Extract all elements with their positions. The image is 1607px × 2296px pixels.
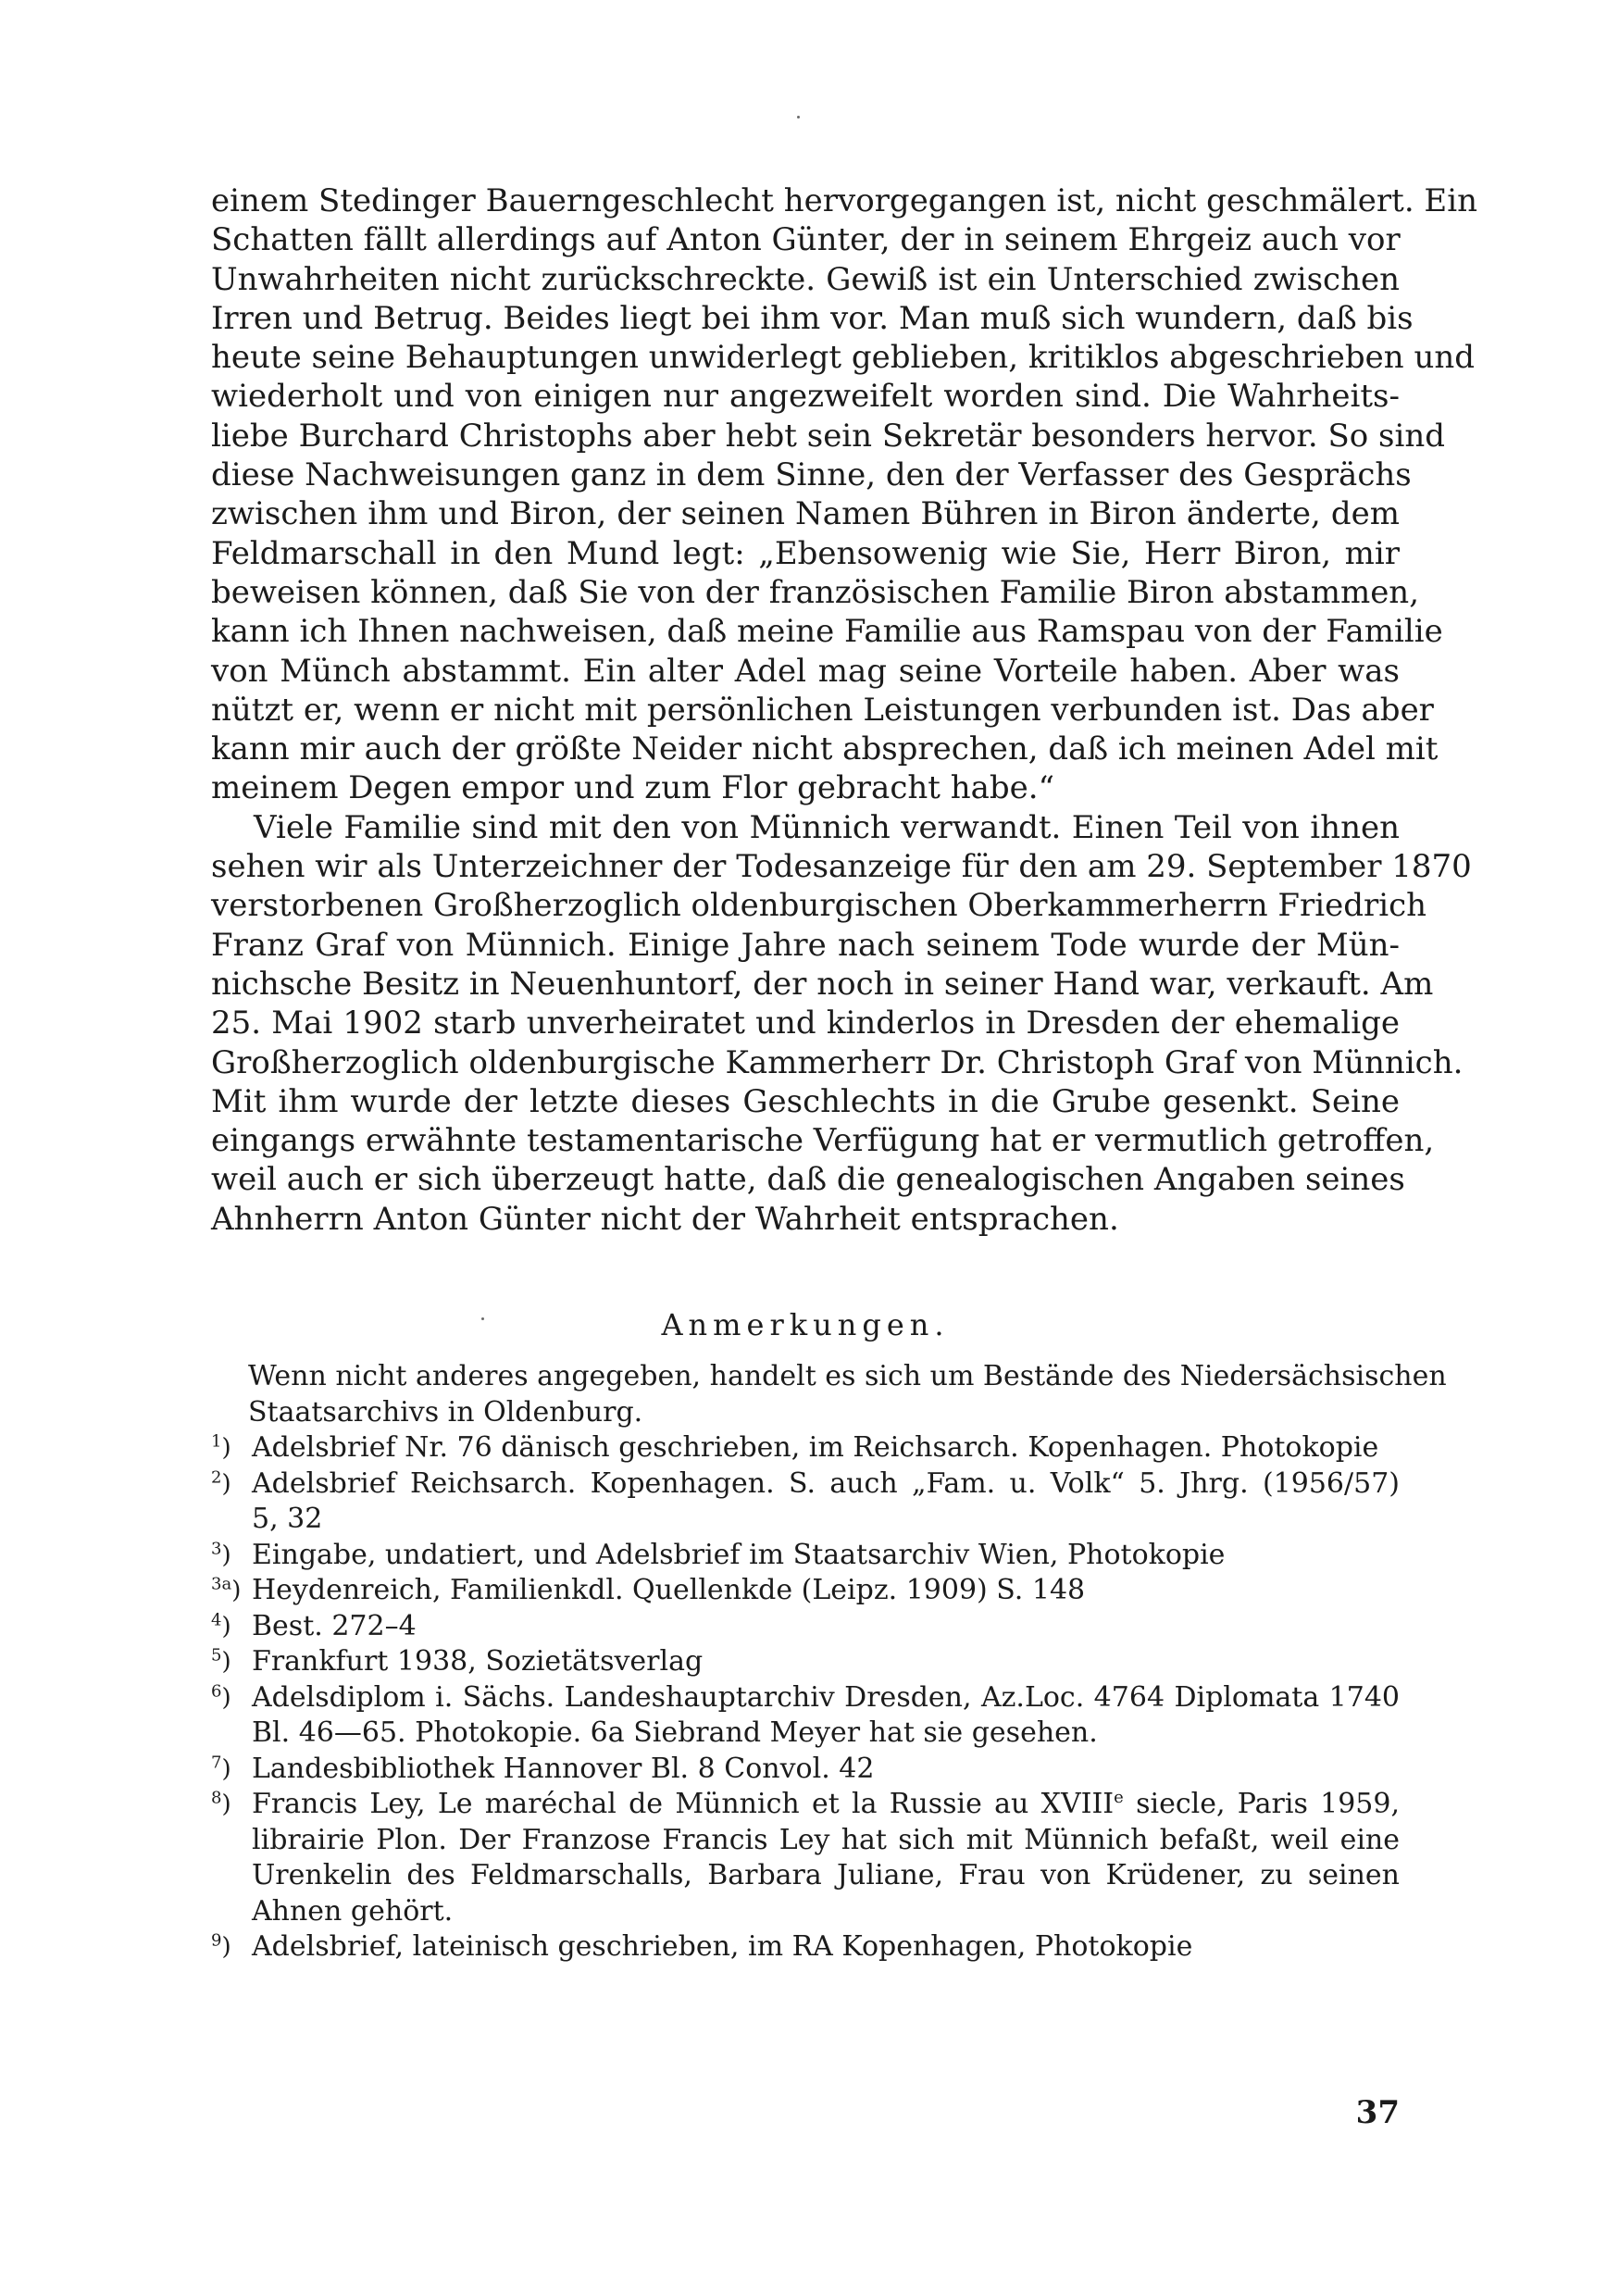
body-line: verstorbenen Großherzoglich oldenburgischen Oberkammerherrn Friedrich: [211, 887, 1427, 925]
footnote-line: Adelsdiplom i. Sächs. Landeshauptarchiv Dresden, Az.Loc. 4764 Diplomata 1740: [252, 1680, 1400, 1714]
footnote-marker: $^8$): [211, 1788, 231, 1818]
footnote-marker: $^6$): [211, 1680, 231, 1712]
footnote-line-text: Francis Ley, Le maréchal de Münnich et la Russie au XVIII: [252, 1788, 1115, 1820]
body-line: von Münch abstammt. Ein alter Adel mag seine Vorteile haben. Aber was: [211, 652, 1400, 690]
footnote-number: 2: [211, 1466, 222, 1487]
footnote: [211, 1609, 1400, 1645]
notes-intro-line: Staatsarchivs in Oldenburg.: [248, 1395, 643, 1429]
footnote-marker: $^{3a}$): [211, 1574, 242, 1604]
footnote-line: Best. 272–4: [252, 1609, 417, 1642]
footnote-marker: $^5$): [211, 1645, 231, 1676]
footnote: [211, 1573, 1400, 1609]
body-line: Franz Graf von Münnich. Einige Jahre nach seinem Tode wurde der Mün-: [211, 926, 1400, 964]
footnote-marker: $^3$): [211, 1538, 231, 1569]
body-line: Ahnherrn Anton Günter nicht der Wahrheit entsprachen.: [211, 1200, 1119, 1238]
footnote-line: Frankfurt 1938, Sozietätsverlag: [252, 1645, 704, 1678]
footnote: [211, 1538, 1400, 1574]
footnote: [211, 1752, 1400, 1788]
footnote: [211, 1466, 1400, 1538]
footnote: [211, 1430, 1400, 1466]
body-line: weil auch er sich überzeugt hatte, daß die genealogischen Angaben seines: [211, 1161, 1405, 1199]
body-line: 25. Mai 1902 starb unverheiratet und kinderlos in Dresden der ehemalige: [211, 1004, 1400, 1042]
body-line: Viele Familie sind mit den von Münnich verwandt. Einen Teil von ihnen: [254, 808, 1400, 846]
body-line: nichsche Besitz in Neuenhuntorf, der noch in seiner Hand war, verkauft. Am: [211, 965, 1434, 1003]
body-line: liebe Burchard Christophs aber hebt sein Sekretär besonders hervor. So sind: [211, 417, 1446, 455]
notes-heading: Anmerkungen.: [661, 1307, 950, 1342]
notes-intro-line: Wenn nicht anderes angegeben, handelt es sich um Bestände des Niedersächsischen: [248, 1360, 1447, 1392]
footnote-number: 7: [211, 1752, 222, 1772]
footnote-marker: $^2$): [211, 1466, 231, 1498]
body-line: wiederholt und von einigen nur angezweifelt worden sind. Die Wahrheits-: [211, 378, 1400, 416]
footnote-line: librairie Plon. Der Franzose Francis Ley hat sich mit Münnich befaßt, weil eine: [252, 1823, 1400, 1856]
body-line: Irren und Betrug. Beides liegt bei ihm vor. Man muß sich wundern, daß bis: [211, 299, 1414, 337]
body-line: sehen wir als Unterzeichner der Todesanzeige für den am 29. September 1870: [211, 848, 1472, 886]
footnote-line: Urenkelin des Feldmarschalls, Barbara Juliane, Frau von Krüdener, zu seinen: [252, 1859, 1400, 1891]
body-line: eingangs erwähnte testamentarische Verfügung hat er vermutlich getroffen,: [211, 1122, 1435, 1160]
body-line: Großherzoglich oldenburgische Kammerherr Dr. Christoph Graf von Münnich.: [211, 1043, 1464, 1081]
page-number: 37: [1355, 2094, 1400, 2131]
body-line: Schatten fällt allerdings auf Anton Günter, der in seinem Ehrgeiz auch vor: [211, 221, 1401, 259]
footnote-number: 4: [211, 1609, 222, 1629]
footnote-line: Landesbibliothek Hannover Bl. 8 Convol. 42: [252, 1752, 875, 1785]
footnote-line: [252, 1787, 1400, 1823]
footnote-number: 6: [211, 1680, 222, 1701]
footnote: [211, 1929, 1400, 1965]
body-line: kann ich Ihnen nachweisen, daß meine Familie aus Ramspau von der Familie: [211, 613, 1443, 651]
body-line: heute seine Behauptungen unwiderlegt geblieben, kritiklos abgeschrieben und: [211, 339, 1475, 377]
body-line: einem Stedinger Bauerngeschlecht hervorgegangen ist, nicht geschmälert. Ein: [211, 182, 1478, 219]
footnote-line: Eingabe, undatiert, und Adelsbrief im Staatsarchiv Wien, Photokopie: [252, 1538, 1226, 1571]
footnote-line-text: siecle, Paris 1959,: [1123, 1788, 1400, 1820]
superscript-e: e: [1114, 1788, 1124, 1807]
footnote-marker: $^9$): [211, 1930, 231, 1961]
footnote-number: 8: [211, 1788, 222, 1808]
footnote-marker: $^4$): [211, 1609, 231, 1641]
footnote-marker: $^7$): [211, 1752, 231, 1783]
footnote-number: 5: [211, 1645, 222, 1666]
body-line: Unwahrheiten nicht zurückschreckte. Gewiß ist ein Unterschied zwischen: [211, 260, 1400, 298]
footnote-line: Adelsbrief Reichsarch. Kopenhagen. S. auch „Fam. u. Volk“ 5. Jhrg. (1956/57): [252, 1466, 1400, 1500]
footnote-line: Adelsbrief Nr. 76 dänisch geschrieben, im Reichsarch. Kopenhagen. Photokopie: [252, 1431, 1379, 1464]
body-line: meinem Degen empor und zum Flor gebracht habe.“: [211, 769, 1054, 807]
body-line: Mit ihm wurde der letzte dieses Geschlechts in die Grube gesenkt. Seine: [211, 1082, 1400, 1120]
body-line: nützt er, wenn er nicht mit persönlichen Leistungen verbunden ist. Das aber: [211, 691, 1434, 729]
footnote-marker: $^1$): [211, 1431, 231, 1462]
body-line: kann mir auch der größte Neider nicht absprechen, daß ich meinen Adel mit: [211, 730, 1439, 768]
body-text: [211, 181, 1478, 1239]
notes-intro: [211, 1359, 1447, 1430]
scan-speck: [797, 116, 800, 119]
footnote-number: 3a: [211, 1574, 232, 1594]
body-line: diese Nachweisungen ganz in dem Sinne, den der Verfasser des Gesprächs: [211, 456, 1412, 494]
body-line: zwischen ihm und Biron, der seinen Namen Bühren in Biron änderte, dem: [211, 495, 1400, 533]
footnote-number: 3: [211, 1538, 222, 1558]
footnote-line: Bl. 46—65. Photokopie. 6a Siebrand Meyer hat sie gesehen.: [252, 1716, 1098, 1749]
footnote: [211, 1787, 1400, 1929]
footnote: [211, 1644, 1400, 1680]
footnote-line: 5, 32: [252, 1503, 323, 1535]
body-line: Feldmarschall in den Mund legt: „Ebensowenig wie Sie, Herr Biron, mir: [211, 534, 1400, 572]
footnote-line: Adelsbrief, lateinisch geschrieben, im RA Kopenhagen, Photokopie: [252, 1930, 1193, 1963]
footnote-number: 1: [211, 1431, 222, 1452]
notes-section: [211, 1359, 1447, 1965]
footnote-number: 9: [211, 1930, 222, 1951]
footnote-line: Heydenreich, Familienkdl. Quellenkde (Leipz. 1909) S. 148: [252, 1574, 1086, 1606]
footnote: [211, 1680, 1400, 1752]
body-line: beweisen können, daß Sie von der französischen Familie Biron abstammen,: [211, 573, 1420, 611]
footnote-line: Ahnen gehört.: [252, 1894, 454, 1928]
